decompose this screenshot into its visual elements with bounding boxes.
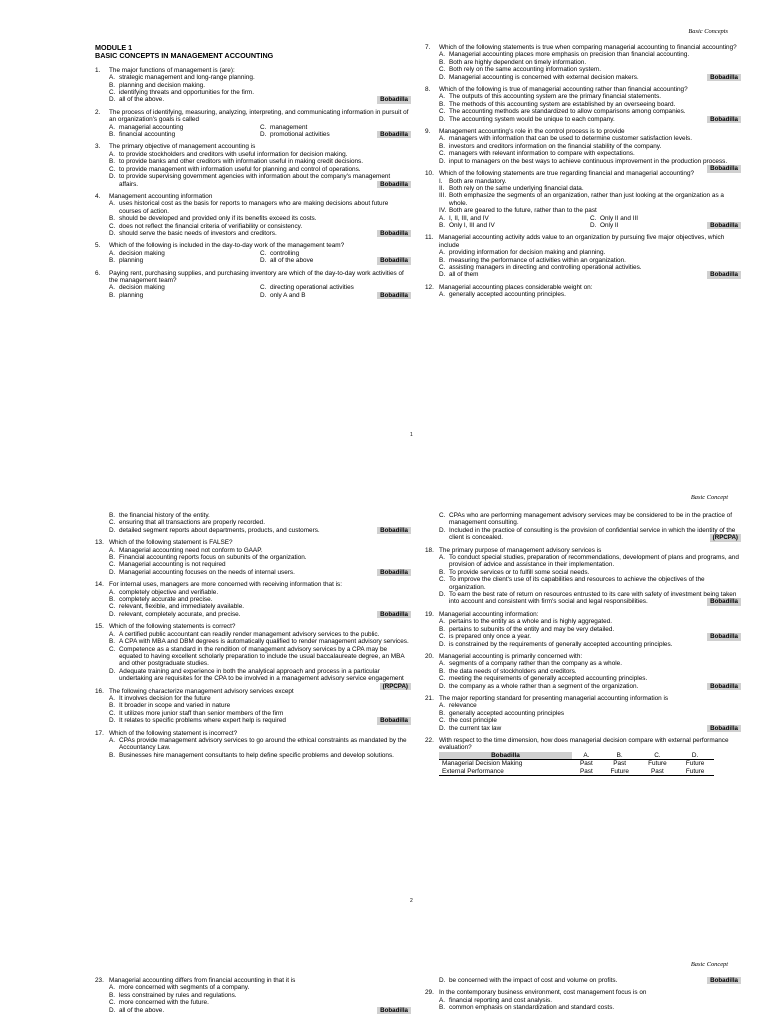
option-b: B. less constrained by rules and regulations. (109, 991, 237, 999)
table-row: External Performance Past Future Past Future (439, 768, 714, 776)
option-b: B. It broader in scope and varied in nature (109, 702, 231, 710)
option-d: D. Only II Bobadilla (590, 222, 741, 229)
module-heading: BASIC CONCEPTS IN MANAGEMENT ACCOUNTING (95, 51, 274, 61)
option-c: C. The accounting methods are standardized to allow comparisons among companies. (439, 108, 686, 116)
option-d: D. To earn the best rate of return on resources entrusted to its care with safety of investment being taken into account and consistent with firm's social and legal responsibilities. Bobadilla (439, 591, 741, 606)
option-a: A. pertains to the entity as a whole and is highly aggregated. (439, 618, 613, 626)
option-d: D. detailed segment reports about departments, products, and customers. Bobadilla (109, 527, 411, 534)
option-a: A. more concerned with segments of a company. (109, 984, 250, 992)
question-21: 21. The major reporting standard for presenting managerial accounting information is A. relevance B. generally accepted accounting principles C. the cost principle D. the current tax law Bobadilla (425, 695, 741, 732)
question-12: 12. Managerial accounting places considerable weight on: A. generally accepted accounting principles. (425, 284, 741, 299)
option-b: B. planning and decision making. (109, 81, 205, 89)
author-tag: Bobadilla (707, 633, 741, 640)
option-b: B. Only I, III and IV (439, 221, 495, 229)
author-tag: Bobadilla (377, 611, 411, 618)
question-7: 7. Which of the following statements is true when comparing managerial accounting to financial accounting? A. Managerial accounting places more emphasis on precision than financial accounting. B. Both are highly dependent on timely information. C. Both rely on the same accounting information system. D. Managerial accounting is concerned with external decision makers. Bobadilla (425, 44, 741, 81)
option-c: C. management (260, 123, 308, 131)
question-19: 19. Managerial accounting information: A. pertains to the entity as a whole and is highly aggregated. B. pertains to subunits of the entity and may be very detailed. C. is prepared only once a year. Bobadilla D. is constrained by the requirements of generally accepted accounting principles. (425, 611, 741, 648)
question-5: 5. Which of the following is included in the day-to-day work of the management team? A. decision making C. controlling B. planning D. all of the above Bobadilla (95, 242, 411, 264)
option-d: D. the company as a whole rather than a segment of the organization. Bobadilla (439, 683, 741, 690)
option-c: C. is prepared only once a year. Bobadilla (439, 633, 741, 640)
page-number: 2 (410, 898, 413, 904)
table-header-row (439, 752, 714, 760)
source-tag: (RPCPA) (710, 534, 741, 541)
option-a: A. uses historical cost as the basis for reports to managers who are making decisions about future courses of action. (109, 200, 389, 215)
option-c: C. CPAs who are performing management advisory services may be considered to be in the practice of management consulting. (439, 512, 732, 527)
option-d: D. Managerial accounting focuses on the needs of internal users. Bobadilla (109, 569, 411, 576)
author-tag: Bobadilla (377, 181, 411, 188)
option-c: C. Only II and III (590, 214, 639, 222)
option-a: A. strategic management and long-range planning. (109, 74, 255, 82)
author-tag: Bobadilla (377, 96, 411, 103)
author-tag: Bobadilla (377, 527, 411, 534)
option-b: B. the financial history of the entity. (109, 512, 210, 519)
author-tag: Bobadilla (377, 257, 411, 264)
option-c: C. Both rely on the same accounting information system. (439, 66, 602, 74)
author-tag: Bobadilla (377, 1007, 411, 1014)
author-tag: Bobadilla (377, 569, 411, 576)
left-column (95, 512, 411, 764)
option-b: B. completely accurate and precise. (109, 596, 213, 604)
page-header: Basic Concept (690, 961, 728, 968)
question-11: 11. Managerial accounting activity adds value to an organization by pursuing five major objectives, which include A. providing information for decision making and planning. B. measuring the performance of activities within an organization. C. assisting managers in directing and controlling operational activities. D. all of them Bobadilla (425, 234, 741, 278)
option-d: D. to provide supervising government agencies with information about the company's management affairs. Bobadilla (109, 173, 411, 188)
option-d: D. Included in the practice of consulting is the provision of confidential service in which the identity of the client is concealed. (RPCPA) (439, 527, 741, 542)
option-a: A. relevance (439, 702, 477, 710)
question-17: 17. Which of the following statement is incorrect? A. CPAs provide management advisory services to go around the ethical constraints as mandated by the Accountancy Law. B. Businesses hire management consultants to help define specific problems and develop solutions. (95, 730, 411, 760)
option-d: D. is constrained by the requirements of generally accepted accounting principles. (439, 640, 673, 648)
option-d: D. It relates to specific problems where expert help is required Bobadilla (109, 717, 411, 724)
page-2 (0, 484, 768, 914)
page-1 (0, 0, 768, 450)
option-b: B. should be developed and provided only if its benefits exceed its costs. (109, 215, 317, 223)
option-c: C. meeting the requirements of generally accepted accounting principles. (439, 675, 648, 683)
option-c: C. To improve the client's use of its capabilities and resources to achieve the objectives of the organization. (439, 576, 705, 591)
statement-iii: III. Both emphasize the segments of an organization, rather than just looking at the organization as a whole. (439, 192, 724, 207)
option-d: D. relevant, completely accurate, and precise. Bobadilla (109, 611, 411, 618)
question-23: 23. Managerial accounting differs from financial accounting in that it is A. more concerned with segments of a company. B. less constrained by rules and regulations. C. more concerned with the future. D. all of the above. Bobadilla (95, 977, 411, 1014)
question-20: 20. Managerial accounting is primarily concerned with: A. segments of a company rather than the company as a whole. B. the data needs of stockholders and creditors. C. meeting the requirements of generally accepted accounting principles. D. the company as a whole rather than a segment of the organization. Bobadilla (425, 653, 741, 690)
question-22: 22. With respect to the time dimension, how does managerial decision compare with external performance evaluation? Bobadilla A. B. C. D. Managerial Decision Making Past Past Future Future External Performance Past Future Past Future (425, 736, 729, 775)
option-d: D. all of the above. Bobadilla (109, 1007, 411, 1014)
question-13: 13. Which of the following statement is FALSE? A. Managerial accounting need not conform to GAAP. B. Financial accounting reports focus on subunits of the organization. C. Managerial accounting is not required D. Managerial accounting focuses on the needs of internal users. Bobadilla (95, 539, 411, 576)
author-tag: Bobadilla (707, 116, 741, 123)
option-b: B. planning (109, 257, 144, 265)
statement-iv: IV. Both are geared to the future, rather than to the past (439, 207, 597, 215)
option-a: A. To conduct special studies, preparation of recommendations, development of plans and programs, and provision of advice and assistance in their implementation. (439, 554, 739, 569)
option-a: A. It involves decision for the future (109, 694, 211, 702)
table-row: Managerial Decision Making Past Past Future Future (442, 760, 705, 768)
option-c: C. more concerned with the future. (109, 999, 209, 1007)
question-29: 29. In the contemporary business environment, cost management focus is on A. financial reporting and cost analysis. B. common emphasis on standardization and standard costs. (425, 989, 741, 1011)
option-d: D. the current tax law Bobadilla (439, 725, 741, 732)
page-3 (0, 950, 768, 1024)
question-14: 14. For internal uses, managers are more concerned with receiving information that is: A. completely objective and verifiable. B. completely accurate and precise. C. relevant, flexible, and immediately available. D. relevant, completely accurate, and precise. Bobadilla (95, 581, 411, 618)
option-b: B. to provide banks and other creditors with information useful in making credit decisions. (109, 158, 364, 166)
question-15: 15. Which of the following statements is correct? A. A certified public accountant can readily render management advisory services to the public. B. A CPA with MBA and DBM degrees is automatically qualified to render management advisory services. C. Competence as a standard in the rendition of management advisory services by a CPA may be equated to having excellent scholarly preparation to include the usual baccalaureate degree, an MBA and other postgraduate studies. D. Adequate training and experience in both the analytical approach and process in a particular undertaking are requisites for the CPA to be involved in a management advisory service engagement (RPCPA) (95, 623, 411, 682)
table-header-cell: Bobadilla (439, 752, 572, 760)
option-a: A. financial reporting and cost analysis. (439, 996, 553, 1004)
option-b: B. the data needs of stockholders and creditors. (439, 667, 577, 675)
left-column (95, 44, 411, 304)
option-c: C. relevant, flexible, and immediately available. (109, 603, 245, 611)
option-b: B. generally accepted accounting principles (439, 709, 565, 717)
option-c: C. the cost principle (439, 717, 497, 725)
option-b: B. planning (109, 291, 144, 299)
author-tag: Bobadilla (707, 165, 741, 172)
option-d: D. be concerned with the impact of cost and volume on profits. Bobadilla (439, 977, 741, 984)
page-header: Basic Concepts (688, 28, 728, 35)
question-12-continued (95, 512, 411, 534)
option-c: C. ensuring that all transactions are properly recorded. (109, 519, 265, 527)
option-b: B. Financial accounting reports focus on subunits of the organization. (109, 554, 307, 562)
option-c: C. managers with relevant information to compare with expectations. (439, 150, 635, 158)
option-a: A. segments of a company rather than the company as a whole. (439, 660, 622, 668)
option-a: A. providing information for decision making and planning. (439, 249, 606, 257)
option-d: D. promotional activities Bobadilla (260, 131, 411, 138)
author-tag: Bobadilla (377, 292, 411, 299)
page-header: Basic Concept (690, 494, 728, 501)
option-b: B. Both are highly dependent on timely information. (439, 58, 587, 66)
page-number: 1 (410, 432, 413, 438)
option-a: A. generally accepted accounting principles. (439, 291, 566, 299)
question-16: 16. The following characterize management advisory services except A. It involves decision for the future B. It broader in scope and varied in nature C. It utilizes more junior staff than senior members of the firm D. It relates to specific problems where expert help is required Bobadilla (95, 688, 411, 725)
option-d: D. input to managers on the best ways to achieve continuous improvement in the production process. Bobadilla (439, 158, 741, 165)
source-tag: (RPCPA) (380, 683, 411, 690)
option-b: B. To provide services or to fulfill some social needs. (439, 568, 590, 576)
statement-ii: II. Both rely on the same underlying financial data. (439, 184, 584, 192)
author-tag: Bobadilla (377, 131, 411, 138)
option-a: A. Managerial accounting places more emphasis on precision than financial accounting. (439, 51, 690, 59)
option-b: B. The methods of this accounting system are established by an overseeing board. (439, 100, 676, 108)
option-c: C. Competence as a standard in the rendition of management advisory services by a CPA may be equated to having excellent scholarly preparation to include the usual baccalaureate degree, an MBA and other postgraduate studies. (109, 645, 405, 668)
right-column (425, 977, 741, 1017)
author-tag: Bobadilla (707, 598, 741, 605)
option-c: C. controlling (260, 249, 300, 257)
option-c: C. directing operational activities (260, 284, 354, 292)
author-tag: Bobadilla (707, 725, 741, 732)
table-header-cell: D. (676, 752, 714, 760)
option-d: D. should serve the basic needs of investors and creditors. Bobadilla (109, 230, 411, 237)
statement-i: I. Both are mandatory. (439, 177, 507, 185)
option-c: C. to provide management with information useful for planning and control of operations. (109, 165, 361, 173)
question-1: 1. The major functions of management is (are): A. strategic management and long-range planning. B. planning and decision making. C. identifying threats and opportunities for the firm. D. all of the above. Bobadilla (95, 67, 411, 104)
option-b: B. financial accounting (109, 131, 176, 139)
author-tag: Bobadilla (377, 230, 411, 237)
author-tag: Bobadilla (707, 74, 741, 81)
option-d: D. only A and B Bobadilla (260, 292, 411, 299)
question-2: 2. The process of identifying, measuring, analyzing, interpreting, and communicating information in pursuit of an organization's goals is called A. managerial accounting C. management B. financial accounting D. promotional activities Bobadilla (95, 109, 411, 139)
question-18: 18. The primary purpose of management advisory services is A. To conduct special studies, preparation of recommendations, development of plans and programs, and provision of advice and assistance in their implementation. B. To provide services or to fulfill some social needs. C. To improve the client's use of its capabilities and resources to achieve the objectives of the organization. D. To earn the best rate of return on resources entrusted to its care with safety of investment being taken into account and consistent with firm's social and legal responsibilities. Bobadilla (425, 547, 741, 606)
option-a: A. I, II, III, and IV (439, 214, 489, 222)
question-10: 10. Which of the following statements are true regarding financial and managerial accounting? I. Both are mandatory. II. Both rely on the same underlying financial data. III. Both emphasize the segments of an organization, rather than just looking at the organization as a whole. IV. Both are geared to the future, rather than to the past A. I, II, III, and IV C. Only II and III B. Only I, III and IV D. Only II Bobadilla (425, 170, 741, 229)
left-column (95, 977, 411, 1019)
option-d: D. Adequate training and experience in both the analytical approach and process in a particular undertaking are requisites for the CPA to be involved in a management advisory service engagement (RPCPA) (109, 668, 411, 683)
table-header-cell: C. (639, 752, 677, 760)
option-c: C. identifying threats and opportunities for the firm. (109, 89, 254, 97)
table-header-cell: A. (572, 752, 601, 760)
author-tag: Bobadilla (377, 717, 411, 724)
table-header-cell: B. (601, 752, 639, 760)
option-a: A. decision making (109, 249, 165, 257)
option-b: B. Businesses hire management consultants to help define specific problems and develop solutions. (109, 751, 394, 759)
author-tag: Bobadilla (707, 683, 741, 690)
time-dimension-table (439, 752, 714, 776)
author-tag: Bobadilla (707, 977, 741, 984)
option-c: C. It utilizes more junior staff than senior members of the firm (109, 709, 284, 717)
right-column (425, 512, 741, 781)
option-b: B. investors and creditors information on the financial stability of the company. (439, 142, 662, 150)
right-column (425, 44, 741, 304)
option-d: D. all of them Bobadilla (439, 271, 741, 278)
option-a: A. A certified public accountant can readily render management advisory services to the public. (109, 630, 380, 638)
author-tag: Bobadilla (707, 222, 741, 229)
question-9: 9. Management accounting's role in the control process is to provide A. managers with information that can be used to determine customer satisfaction levels. B. investors and creditors information on the financial stability of the company. C. managers with relevant information to compare with expectations. D. input to managers on the best ways to achieve continuous improvement in the production process. Bobadilla (425, 128, 741, 165)
option-b: B. measuring the performance of activities within an organization. (439, 256, 626, 264)
module-title (95, 44, 411, 61)
question-8: 8. Which of the following is true of managerial accounting rather than financial accounting? A. The outputs of this accounting system are the primary financial statements. B. The methods of this accounting system are established by an overseeing board. C. The accounting methods are standardized to allow comparisons among companies. D. The accounting system would be unique to each company. Bobadilla (425, 86, 741, 123)
option-c: C. assisting managers in directing and controlling operational activities. (439, 263, 642, 271)
option-a: A. decision making (109, 284, 165, 292)
option-c: C. Managerial accounting is not required (109, 561, 226, 569)
option-d: D. all of the above. Bobadilla (109, 96, 411, 103)
question-3: 3. The primary objective of management accounting is A. to provide stockholders and creditors with useful information for decision making. B. to provide banks and other creditors with information useful in making credit decisions. C. to provide management with information useful for planning and control of operations. D. to provide supervising government agencies with information about the company's management affairs. Bobadilla (95, 143, 411, 187)
author-tag: Bobadilla (707, 271, 741, 278)
question-6: 6. Paying rent, purchasing supplies, and purchasing inventory are which of the day-to-day work activities of the management team? A. decision making C. directing operational activities B. planning D. only A and B Bobadilla (95, 270, 411, 300)
option-d: D. Managerial accounting is concerned with external decision makers. Bobadilla (439, 74, 741, 81)
option-d: D. The accounting system would be unique to each company. Bobadilla (439, 116, 741, 123)
option-b: B. pertains to subunits of the entity and may be very detailed. (439, 625, 615, 633)
option-a: A. managerial accounting (109, 123, 184, 131)
module-number: MODULE 1 (95, 43, 133, 52)
option-a: A. The outputs of this accounting system are the primary financial statements. (439, 93, 662, 101)
option-a: A. to provide stockholders and creditors with useful information for decision making. (109, 150, 348, 158)
option-a: A. completely objective and verifiable. (109, 588, 219, 596)
option-a: A. Managerial accounting need not conform to GAAP. (109, 546, 263, 554)
option-a: A. CPAs provide management advisory services to go around the ethical constraints as mandated by the Accountancy Law. (109, 736, 407, 752)
question-4: 4. Management accounting information A. uses historical cost as the basis for reports to managers who are making decisions about future courses of action. B. should be developed and provided only if its benefits exceed its costs. C. does not reflect the financial criteria of verifiability or consistency. D. should serve the basic needs of investors and creditors. Bobadilla (95, 193, 411, 237)
option-c: C. does not reflect the financial criteria of verifiability or consistency. (109, 222, 303, 230)
option-b: B. A CPA with MBA and DBM degrees is automatically qualified to render management advisory services. (109, 638, 409, 646)
option-a: A. managers with information that can be used to determine customer satisfaction levels. (439, 135, 692, 143)
option-d: D. all of the above Bobadilla (260, 257, 411, 264)
option-b: B. common emphasis on standardization and standard costs. (439, 1004, 615, 1012)
question-17-continued (425, 512, 741, 542)
question-28-continued (425, 977, 741, 984)
